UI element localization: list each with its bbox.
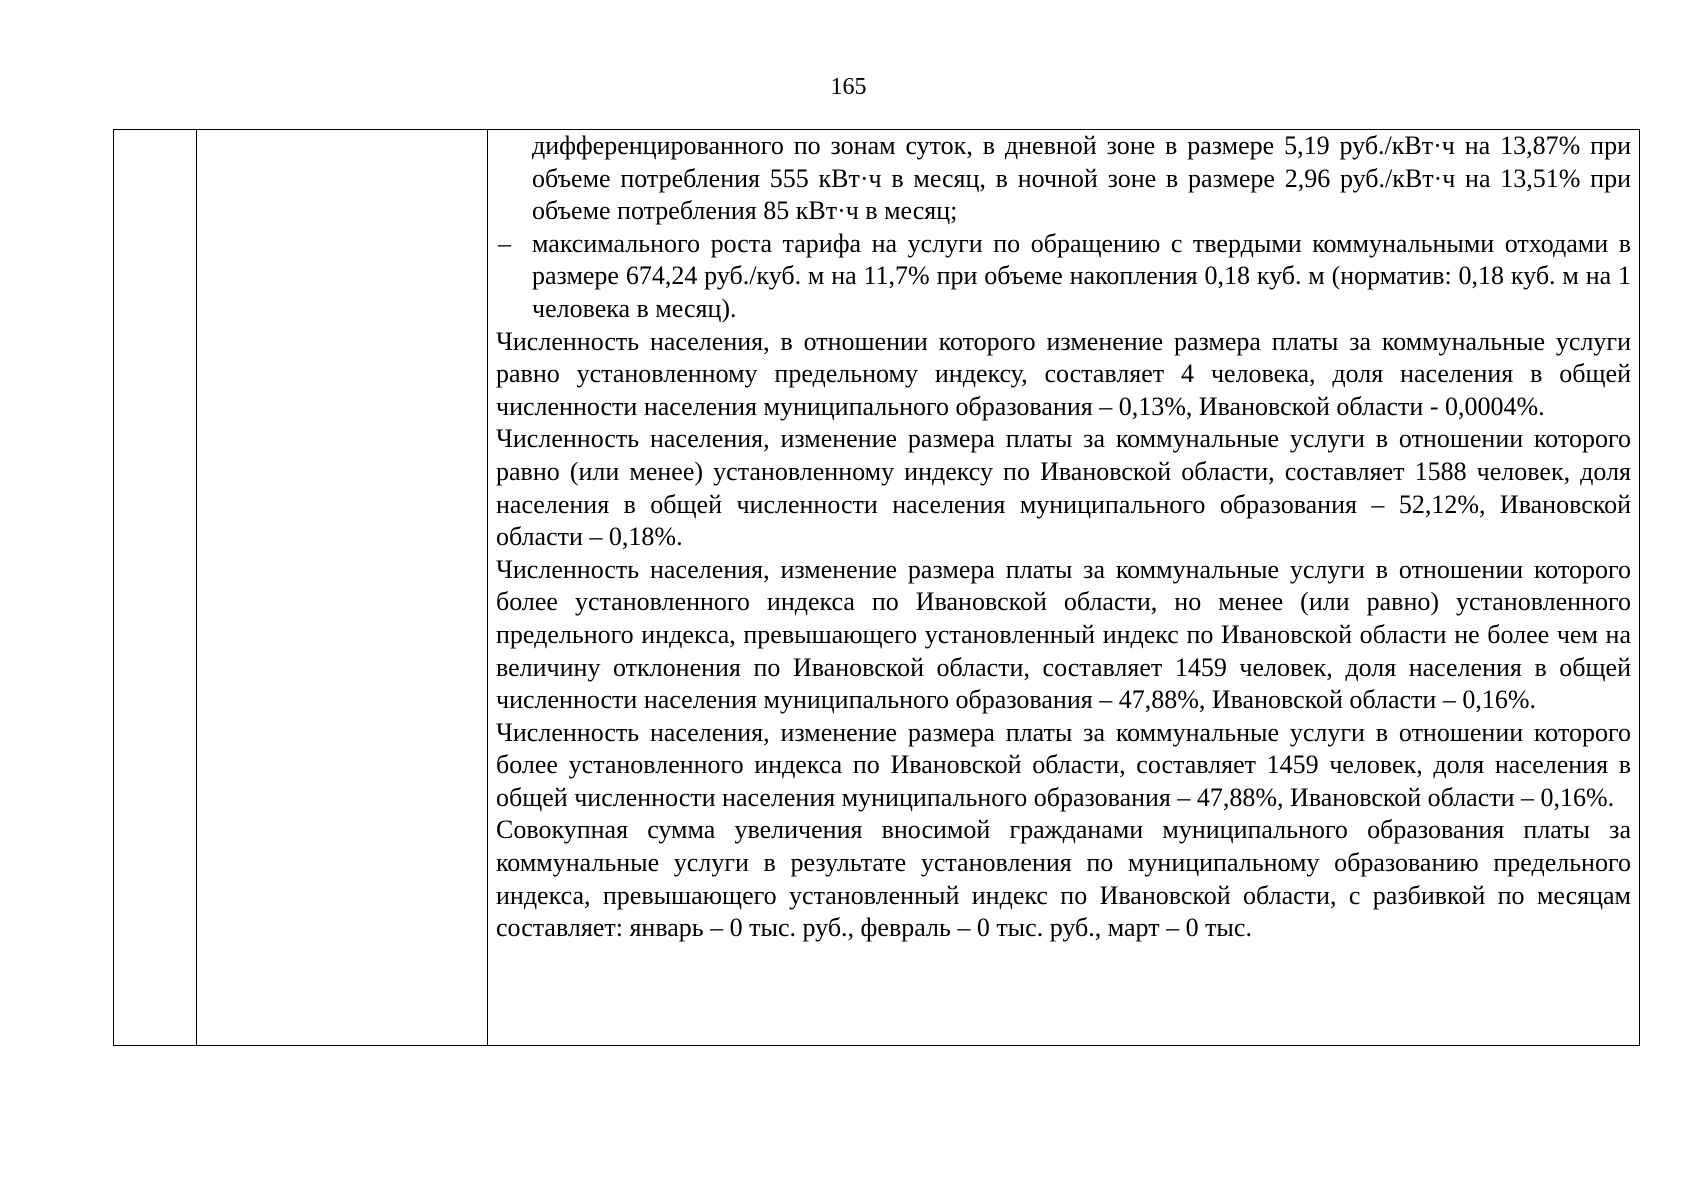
list-item-continuation: дифференцированного по зонам суток, в дневной зоне в размере 5,19 руб./кВт·ч на 13,87% при объеме потребления 555 кВт·ч в месяц, в ночной зоне в размере 2,96 руб./кВт·ч на 13,51% при объеме потребления 85 кВт·ч в месяц; [532, 131, 1631, 226]
table-cell-number [114, 130, 197, 1046]
table-row [114, 130, 1640, 1046]
list-item [496, 228, 1631, 326]
paragraph: Численность населения, изменение размера платы за коммунальные услуги в отношении которого более установленного индекса по Ивановской области, но менее (или равно) установленного предельного индекса, превышающего установленный индекс по Ивановской области не более чем на величину отклонения по Ивановской области, составляет 1459 человек, доля населения в общей численности населения муниципального образования – 47,88%, Ивановской области – 0,16%. [496, 554, 1631, 715]
table-cell-name [197, 130, 488, 1046]
paragraph: Совокупная сумма увеличения вносимой гражданами муниципального образования платы за коммунальные услуги в результате установления по муниципальному образованию предельного индекса, превышающего установленный индекс по Ивановской области, с разбивкой по месяцам составляет: январь – 0 тыс. руб., февраль – 0 тыс. руб., март – 0 тыс. [496, 815, 1631, 943]
list-item-text: максимального роста тарифа на услуги по обращению с твердыми коммунальными отходами в размере 674,24 руб./куб. м на 11,7% при объеме накопления 0,18 куб. м (норматив: 0,18 куб. м на 1 человека в месяц). [532, 228, 1631, 323]
paragraph: Численность населения, в отношении которого изменение размера платы за коммунальные услуги равно установленному предельному индексу, составляет 4 человека, доля населения в общей численности населения муниципального образования – 0,13%, Ивановской области - 0,0004%. [496, 326, 1631, 421]
content-table [113, 129, 1640, 1046]
paragraph: Численность населения, изменение размера платы за коммунальные услуги в отношении которого более установленного индекса по Ивановской области, составляет 1459 человек, доля населения в общей численности населения муниципального образования – 47,88%, Ивановской области – 0,16%. [496, 717, 1631, 812]
table-cell-content [488, 130, 1640, 1046]
cell-text [488, 130, 1639, 1045]
list-item-dash: – [498, 228, 511, 258]
page-number: 165 [830, 74, 867, 100]
paragraph: Численность населения, изменение размера платы за коммунальные услуги в отношении которого равно (или менее) установленному индексу по Ивановской области, составляет 1588 человек, доля населения в общей численности населения муниципального образования – 52,12%, Ивановской области – 0,18%. [496, 424, 1631, 552]
